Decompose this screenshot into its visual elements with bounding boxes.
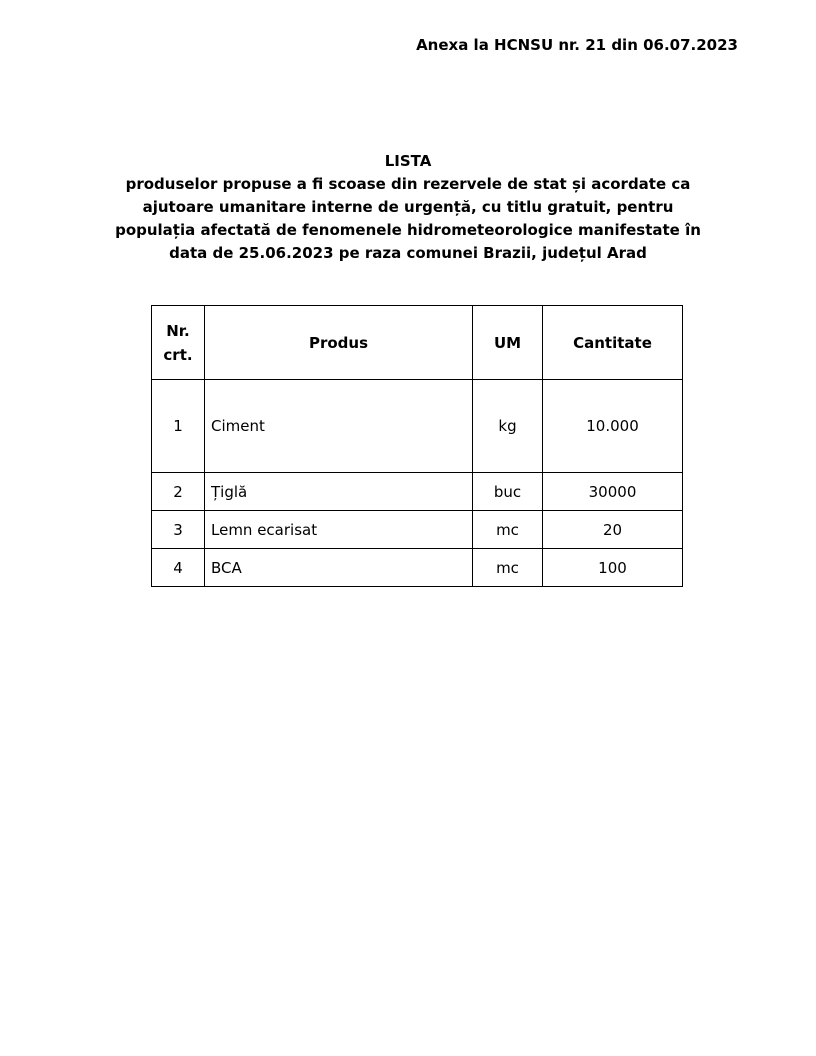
title-line: data de 25.06.2023 pe raza comunei Brazii, județul Arad (169, 244, 647, 262)
cell-product: Lemn ecarisat (205, 511, 473, 549)
cell-nr: 3 (152, 511, 205, 549)
cell-product: Ciment (205, 380, 473, 473)
annex-reference: Anexa la HCNSU nr. 21 din 06.07.2023 (416, 36, 738, 54)
header-um: UM (473, 306, 543, 380)
header-nr-line1: Nr. (166, 321, 190, 340)
cell-um: buc (473, 473, 543, 511)
header-quantity: Cantitate (543, 306, 683, 380)
table-header-row (152, 306, 683, 380)
title-line: ajutoare umanitare interne de urgență, cu titlu gratuit, pentru (142, 198, 674, 216)
cell-product: Țiglă (205, 473, 473, 511)
cell-quantity: 100 (543, 549, 683, 587)
cell-quantity: 30000 (543, 473, 683, 511)
table-row (152, 511, 683, 549)
products-table (151, 305, 683, 587)
cell-nr: 1 (152, 380, 205, 473)
cell-um: mc (473, 549, 543, 587)
header-nr-line2: crt. (163, 345, 193, 364)
title-line: produselor propuse a fi scoase din rezervele de stat și acordate ca (125, 175, 691, 193)
table-row (152, 380, 683, 473)
header-nr-crt (152, 306, 205, 380)
title-line: populația afectată de fenomenele hidrometeorologice manifestate în (115, 221, 701, 239)
cell-nr: 2 (152, 473, 205, 511)
title-heading: LISTA (384, 152, 432, 170)
document-title (90, 150, 726, 265)
cell-um: mc (473, 511, 543, 549)
cell-nr: 4 (152, 549, 205, 587)
cell-quantity: 20 (543, 511, 683, 549)
cell-quantity: 10.000 (543, 380, 683, 473)
table-row (152, 549, 683, 587)
cell-product: BCA (205, 549, 473, 587)
header-product: Produs (205, 306, 473, 380)
cell-um: kg (473, 380, 543, 473)
table-row (152, 473, 683, 511)
